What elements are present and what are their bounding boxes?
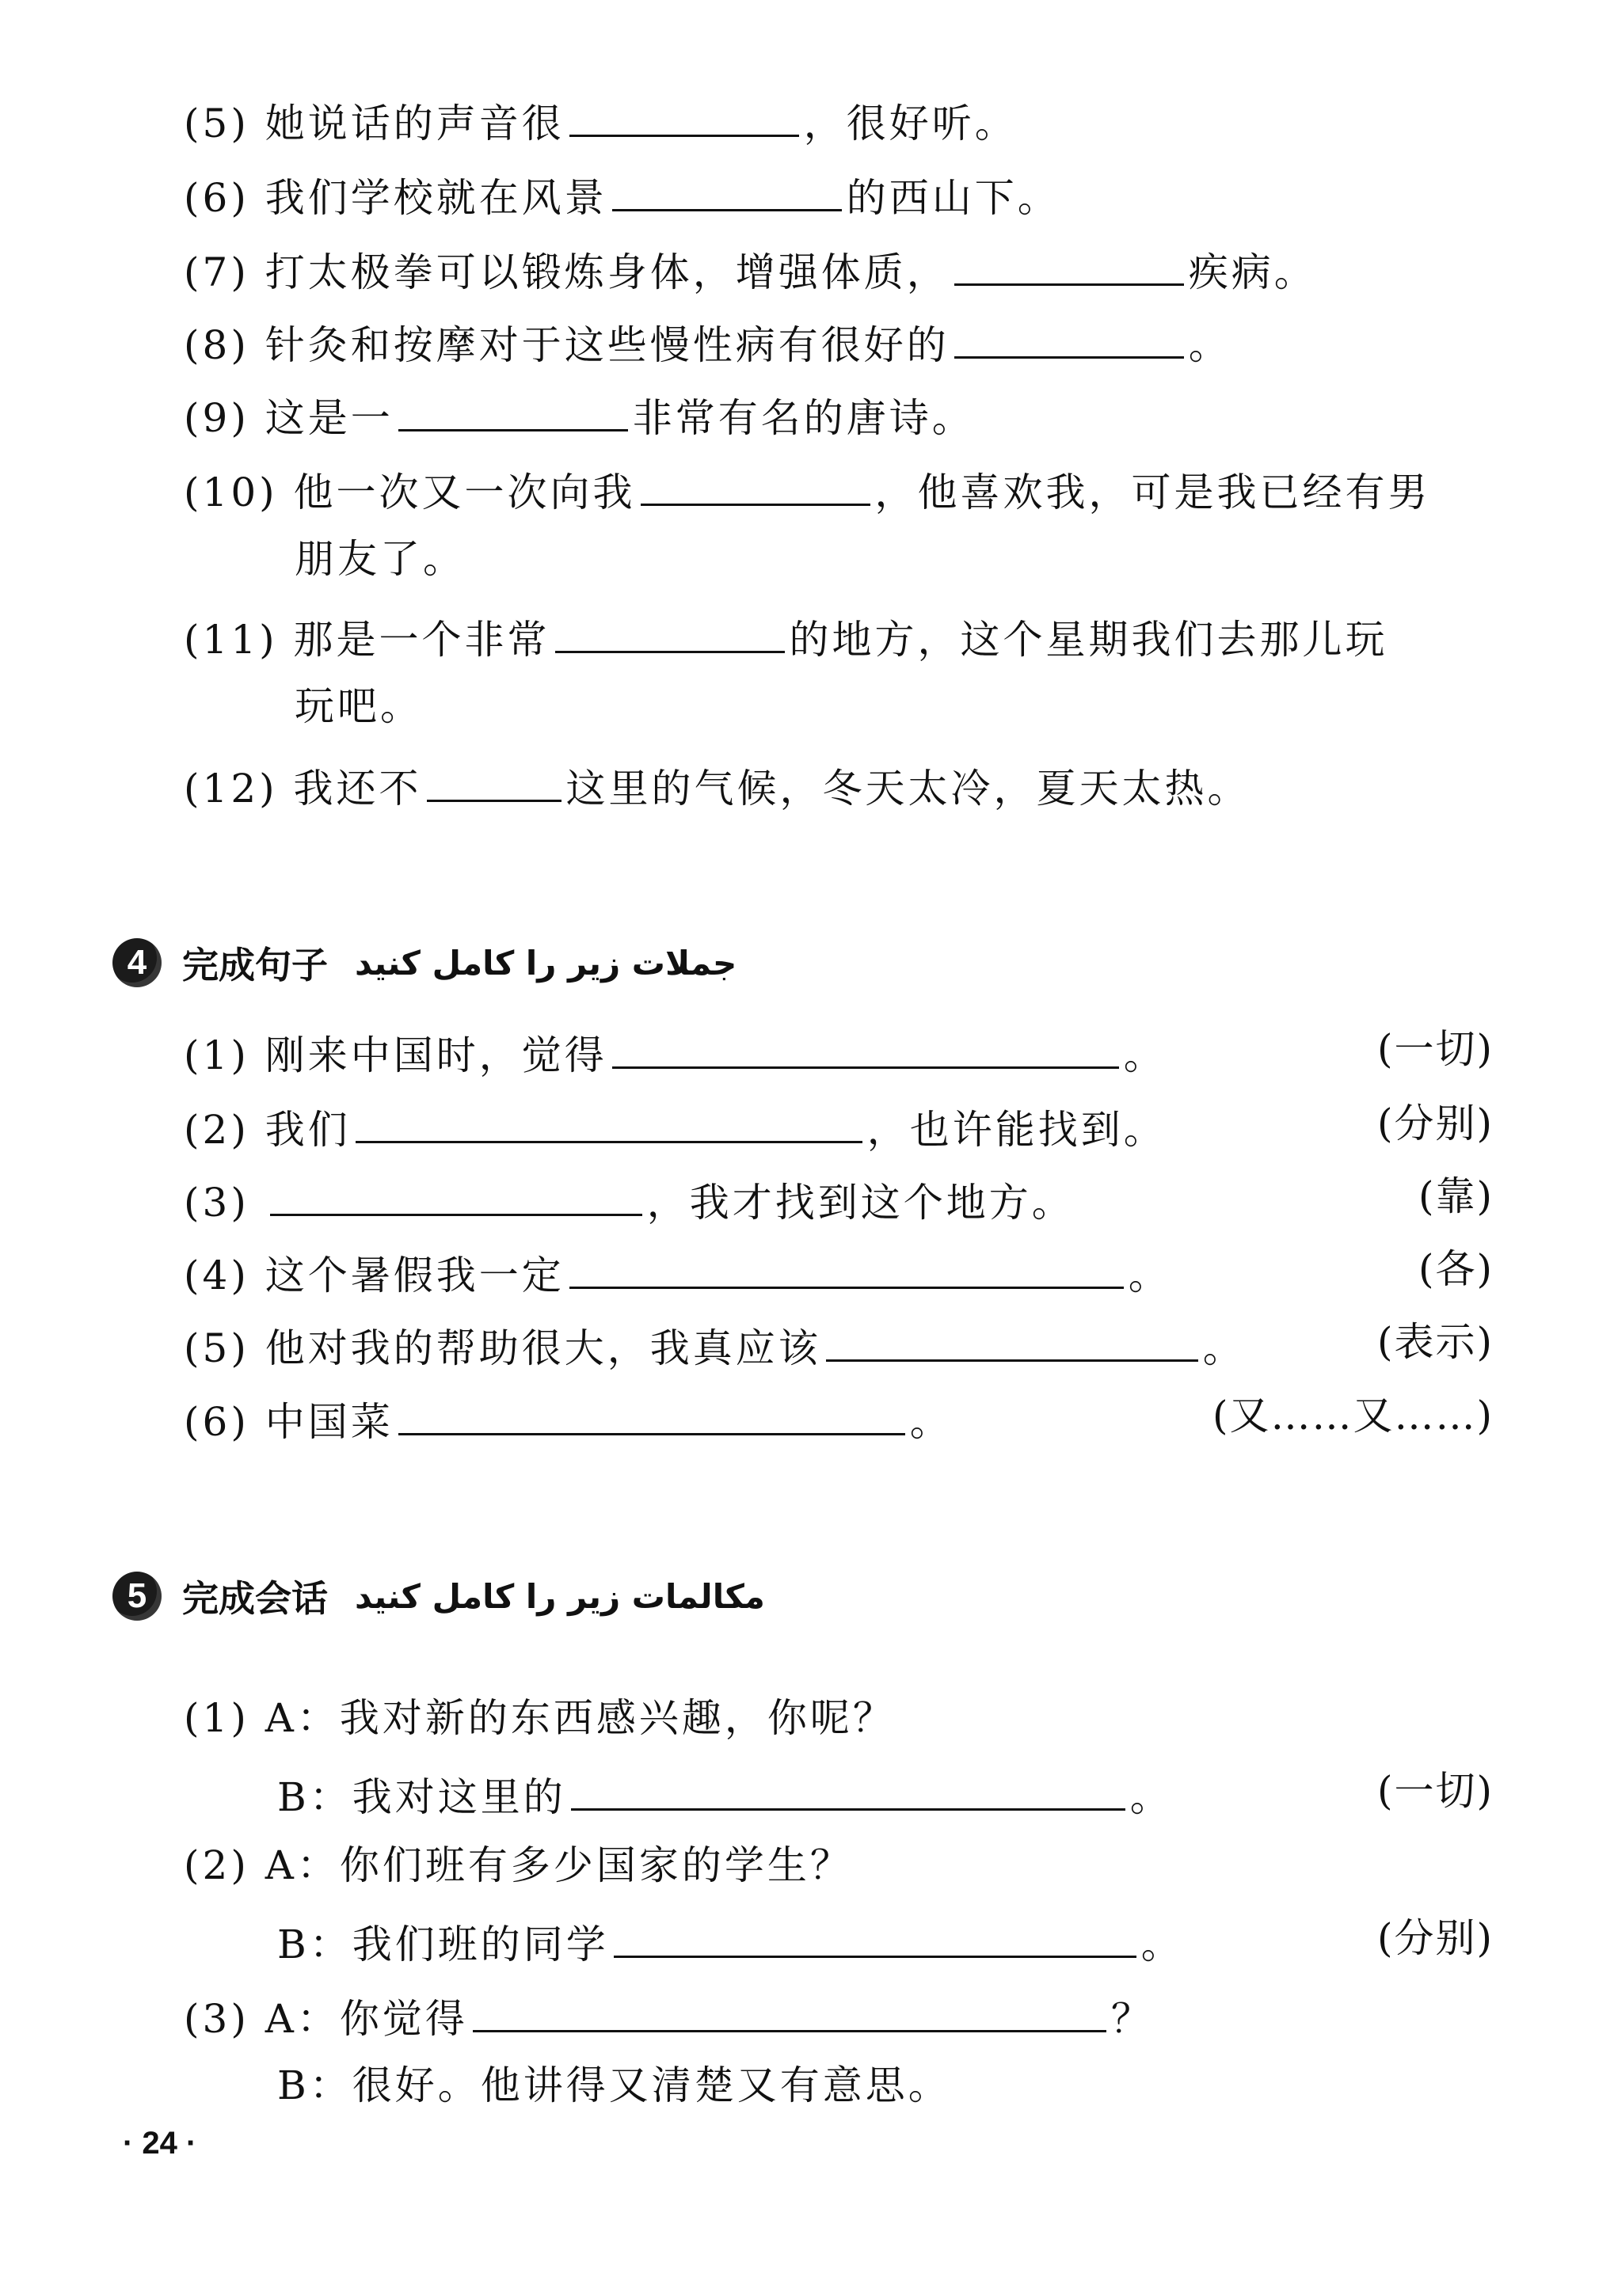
- dialogue-2-b: B：我们班的同学 。: [277, 1914, 1184, 1968]
- answer-blank[interactable]: [614, 1914, 1136, 1958]
- answer-blank[interactable]: [641, 462, 870, 506]
- section-5-header: [112, 1570, 765, 1622]
- sentence-item-3: (3) ，我才找到这个地方。: [184, 1173, 1075, 1226]
- section-title: 完成会话: [182, 1577, 328, 1620]
- hint-word: (分别): [1376, 1100, 1494, 1146]
- section-title: 完成句子: [182, 944, 328, 986]
- answer-blank[interactable]: [571, 1767, 1125, 1811]
- hint-word: (一切): [1376, 1026, 1494, 1072]
- answer-blank[interactable]: [555, 610, 785, 653]
- dialogue-3-a: (3) A：你觉得 ？: [184, 1989, 1154, 2043]
- hint-word: (各): [1418, 1246, 1494, 1292]
- hint-word: (分别): [1376, 1915, 1494, 1961]
- section-4-header: [112, 937, 737, 989]
- answer-blank[interactable]: [398, 1392, 905, 1435]
- dialogue-1-a: (1) A：我对新的东西感兴趣，你呢？: [184, 1695, 896, 1741]
- hint-word: (靠): [1418, 1173, 1494, 1219]
- hint-word: (表示): [1376, 1319, 1494, 1365]
- fill-item-10-continuation: 朋友了。: [295, 536, 466, 582]
- section-number-badge: 4: [112, 938, 162, 987]
- sentence-item-5: (5) 他对我的帮助很大，我真应该 。: [184, 1318, 1246, 1372]
- answer-blank[interactable]: [270, 1173, 642, 1216]
- page-number: · 24 ·: [123, 2126, 197, 2161]
- fill-item-11: (11) 那是一个非常 的地方，这个星期我们去那儿玩: [184, 610, 1388, 663]
- dialogue-3-b: B：很好。他讲得又清楚又有意思。: [277, 2062, 951, 2108]
- answer-blank[interactable]: [473, 1989, 1106, 2032]
- fill-item-5: (5) 她说话的声音很 ，很好听。: [184, 93, 1018, 147]
- answer-blank[interactable]: [612, 168, 842, 211]
- sentence-item-4: (4) 这个暑假我一定 。: [184, 1245, 1171, 1299]
- answer-blank[interactable]: [954, 242, 1184, 286]
- hint-word: (又……又……): [1212, 1393, 1494, 1439]
- sentence-item-6: (6) 中国菜 。: [184, 1392, 953, 1446]
- answer-blank[interactable]: [398, 388, 628, 431]
- answer-blank[interactable]: [427, 758, 561, 802]
- answer-blank[interactable]: [826, 1318, 1198, 1362]
- fill-item-12: (12) 我还不 这里的气候，冬天太冷，夏天太热。: [184, 758, 1250, 812]
- fill-item-6: (6) 我们学校就在风景 的西山下。: [184, 168, 1060, 222]
- section-subtitle: جملات زیر را کامل کنید: [355, 943, 737, 983]
- answer-blank[interactable]: [954, 315, 1184, 359]
- fill-item-7: (7) 打太极拳可以锻炼身体，增强体质， 疾病。: [184, 242, 1317, 296]
- fill-item-8: (8) 针灸和按摩对于这些慢性病有很好的 。: [184, 315, 1231, 369]
- dialogue-1-b: B：我对这里的 。: [277, 1767, 1173, 1821]
- hint-word: (一切): [1376, 1768, 1494, 1814]
- answer-blank[interactable]: [569, 1245, 1124, 1289]
- dialogue-2-a: (2) A：你们班有多少国家的学生？: [184, 1842, 853, 1888]
- fill-item-10: (10) 他一次又一次向我 ，他喜欢我，可是我已经有男: [184, 462, 1431, 516]
- section-number-badge: 5: [112, 1572, 162, 1621]
- sentence-item-2: (2) 我们 ，也许能找到。: [184, 1100, 1167, 1154]
- fill-item-11-continuation: 玩吧。: [295, 683, 423, 729]
- answer-blank[interactable]: [356, 1100, 862, 1143]
- sentence-item-1: (1) 刚来中国时，觉得 。: [184, 1025, 1167, 1079]
- answer-blank[interactable]: [612, 1025, 1119, 1069]
- answer-blank[interactable]: [569, 93, 799, 137]
- fill-item-9: (9) 这是一 非常有名的唐诗。: [184, 388, 975, 442]
- section-subtitle: مکالمات زیر را کامل کنید: [355, 1576, 765, 1616]
